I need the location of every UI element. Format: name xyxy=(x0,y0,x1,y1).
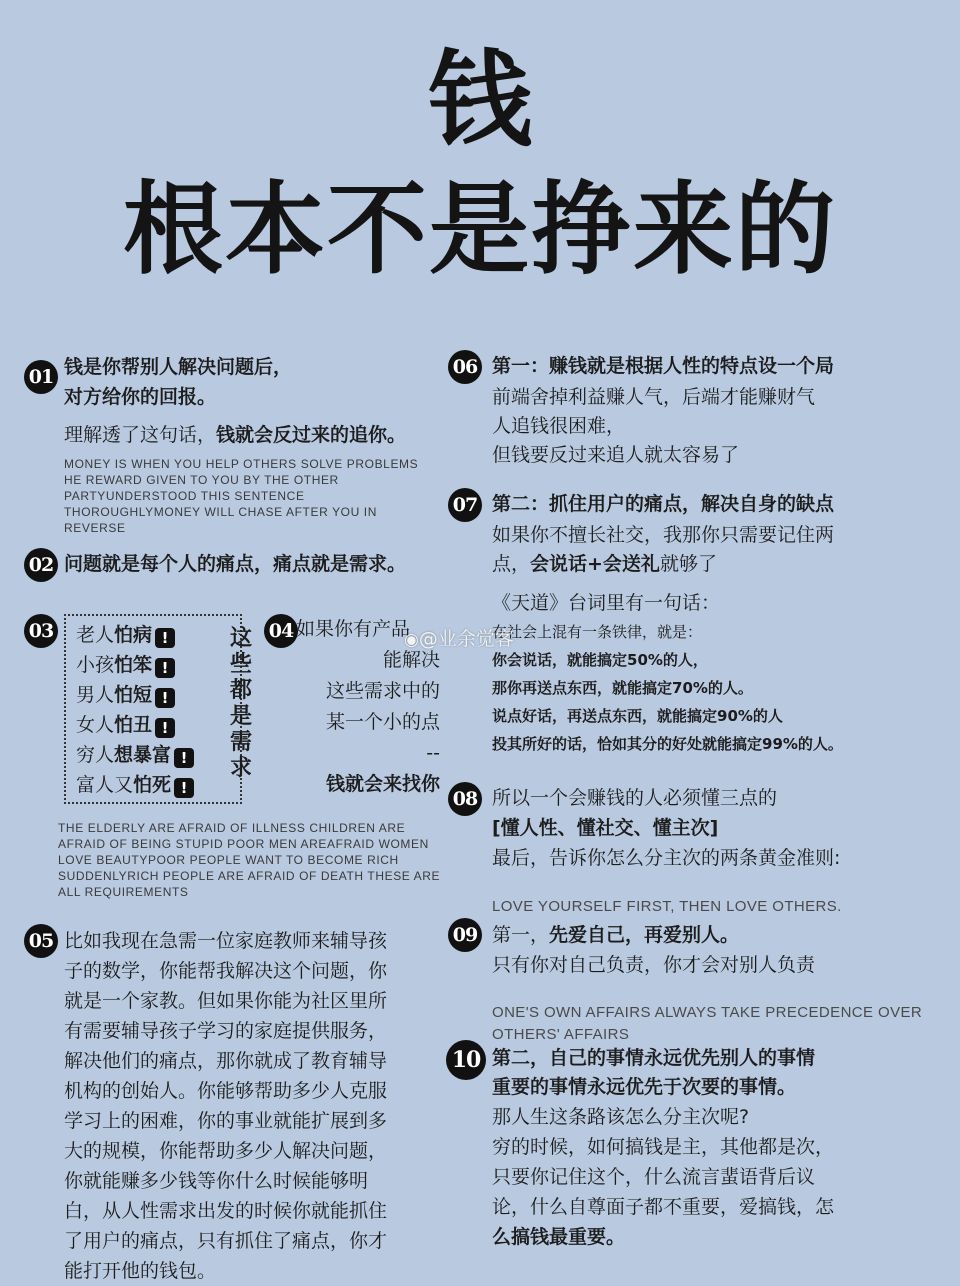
s01-line2: 对方给你的回报。 xyxy=(64,386,217,408)
section-number-02: 02 xyxy=(24,548,58,582)
exclamation-icon: ! xyxy=(155,688,175,708)
need-who: 富人又 xyxy=(76,774,134,796)
s10-line1 xyxy=(492,1043,815,1073)
s07-quote-line: 你会说话，就能搞定50%的人， xyxy=(492,651,708,669)
section-number-08: 08 xyxy=(448,782,482,816)
title-line2: 根本不是挣来的 xyxy=(123,171,837,288)
s05-line: 了用户的痛点，只有抓住了痛点，你才 xyxy=(64,1230,388,1252)
need-who: 女人 xyxy=(76,714,115,736)
s07-quote-intro: 《天道》台词里有一句话： xyxy=(492,592,721,614)
exclamation-icon: ! xyxy=(155,628,175,648)
section-number-01: 01 xyxy=(24,360,58,394)
s09-line1-a: 第一， xyxy=(492,924,550,946)
s08-line3: 最后，告诉你怎么分主次的两条黄金准则: xyxy=(492,847,841,869)
exclamation-icon: ! xyxy=(174,748,194,768)
s04-line1: 如果你有产品 xyxy=(296,618,411,640)
weibo-watermark xyxy=(404,624,514,651)
section-number-04: 04 xyxy=(264,614,298,648)
s07-line2-b: 会说话+会送礼 xyxy=(530,553,660,575)
exclamation-icon: ! xyxy=(155,718,175,738)
s06-line2: 人追钱很困难， xyxy=(492,415,626,437)
s07-quote xyxy=(492,618,843,758)
section-number-05: 05 xyxy=(24,924,58,958)
s09-line2: 只有你对自己负责，你才会对别人负责 xyxy=(492,954,816,976)
s07-quote-line: 那你再送点东西，就能搞定70%的人。 xyxy=(492,679,753,697)
s03-english: THE ELDERLY ARE AFRAID OF ILLNESS CHILDREN ARE AFRAID OF BEING STUPID POOR MEN AREAFRAID WOMEN LOVE BEAUTYPOOR PEOPLE WANT TO BECOME RICH SUDDENLYRICH PEOPLE ARE AFRAID OF DEATH THESE ARE ALL REQUIREMENTS xyxy=(58,821,441,899)
need-item xyxy=(76,710,194,740)
s07-heading: 第二：抓住用户的痛点，解决自身的缺点 xyxy=(492,493,835,515)
section-number-09: 09 xyxy=(448,918,482,952)
s01-line3 xyxy=(64,420,406,450)
s07-line2 xyxy=(492,549,717,579)
s06-line3: 但钱要反过来追人就太容易了 xyxy=(492,444,740,466)
section-number-06: 06 xyxy=(448,350,482,384)
s06-line1: 前端舍掉利益赚人气，后端才能赚财气 xyxy=(492,386,816,408)
s04-line6: 钱就会来找你 xyxy=(325,773,440,795)
s10-line: 论，什么自尊面子都不重要，爱搞钱，怎 xyxy=(492,1196,835,1218)
section-number-07: 07 xyxy=(448,488,482,522)
title-line1: 钱 xyxy=(427,39,532,161)
s05-line: 比如我现在急需一位家庭教师来辅导孩 xyxy=(64,930,388,952)
s10-line: 只要你记住这个，什么流言蜚语背后议 xyxy=(492,1166,816,1188)
need-item xyxy=(76,620,194,650)
s01-line1: 钱是你帮别人解决问题后， xyxy=(64,356,293,378)
s05-line: 学习上的困难，你的事业就能扩展到多 xyxy=(64,1110,388,1132)
s01-line3-a: 理解透了这句话， xyxy=(64,424,217,446)
s04-line4: 某一个小的点 xyxy=(325,711,440,733)
s07-line2-a: 点， xyxy=(492,553,531,575)
s07-quote-line: 投其所好的话，恰如其分的好处就能搞定99%的人。 xyxy=(492,735,843,753)
need-fear: 怕丑 xyxy=(114,714,153,736)
s07-quote-line: 在社会上混有一条铁律，就是： xyxy=(492,623,703,641)
need-who: 男人 xyxy=(76,684,115,706)
need-who: 小孩 xyxy=(76,654,115,676)
exclamation-icon: ! xyxy=(174,778,194,798)
s01-line3-b: 钱就会反过来的追你。 xyxy=(216,424,407,446)
need-item xyxy=(76,680,194,710)
s10-paragraph xyxy=(492,1102,834,1252)
s05-line: 你就能赚多少钱等你什么时候能够明 xyxy=(64,1170,369,1192)
exclamation-icon: ! xyxy=(155,658,175,678)
s05-paragraph xyxy=(64,926,387,1286)
need-item xyxy=(76,770,194,800)
section-number-10: 10 xyxy=(446,1040,486,1080)
need-fear: 怕笨 xyxy=(114,654,153,676)
need-fear: 想暴富 xyxy=(114,744,172,766)
section-number-03: 03 xyxy=(24,614,58,648)
s06-heading: 第一：赚钱就是根据人性的特点设一个局 xyxy=(492,355,835,377)
s05-line: 有需要辅导孩子学习的家庭提供服务， xyxy=(64,1020,388,1042)
s05-line: 子的数学，你能帮我解决这个问题，你 xyxy=(64,960,388,982)
s05-line: 机构的创始人。你能够帮助多少人克服 xyxy=(64,1080,388,1102)
s10-line2: 重要的事情永远优先于次要的事情。 xyxy=(492,1076,797,1098)
need-item xyxy=(76,650,194,680)
s10-english-1: ONE'S OWN AFFAIRS ALWAYS TAKE PRECEDENCE OVER xyxy=(492,1004,923,1021)
s09-line1-b: 先爱自己，再爱别人。 xyxy=(549,924,740,946)
s02-text: 问题就是每个人的痛点，痛点就是需求。 xyxy=(64,553,407,575)
s10-line1-b: 自己的事情永远优先别人的事情 xyxy=(549,1047,816,1069)
s05-line: 大的规模，你能帮助多少人解决问题， xyxy=(64,1140,388,1162)
need-item xyxy=(76,740,194,770)
need-who: 穷人 xyxy=(76,744,115,766)
s04-line3: 这些需求中的 xyxy=(325,680,440,702)
s04-line2: 能解决 xyxy=(382,649,440,671)
s04-line5: -- xyxy=(426,742,440,764)
need-fear: 怕短 xyxy=(114,684,153,706)
s01-english: MONEY IS WHEN YOU HELP OTHERS SOLVE PROBLEMS HE REWARD GIVEN TO YOU BY THE OTHER PARTYUNDERSTOOD THIS SENTENCE THOROUGHLYMONEY WILL CHASE AFTER YOU IN REVERSE xyxy=(64,457,419,535)
s10-line: 那人生这条路该怎么分主次呢? xyxy=(492,1106,750,1128)
s09-english: LOVE YOURSELF FIRST, THEN LOVE OTHERS. xyxy=(492,898,842,915)
s09-line1 xyxy=(492,920,739,950)
s10-line: 穷的时候，如何搞钱是主，其他都是次， xyxy=(492,1136,835,1158)
need-fear: 怕病 xyxy=(114,624,153,646)
s07-line2-c: 就够了 xyxy=(659,553,717,575)
s05-line: 白，从人性需求出发的时候你就能抓住 xyxy=(64,1200,388,1222)
s05-line: 能打开他的钱包。 xyxy=(64,1260,217,1282)
s08-line2: [懂人性、懂社交、懂主次] xyxy=(492,817,719,839)
need-who: 老人 xyxy=(76,624,115,646)
need-fear: 怕死 xyxy=(133,774,172,796)
s07-line1: 如果你不擅长社交，我那你只需要记住两 xyxy=(492,524,835,546)
s08-line1: 所以一个会赚钱的人必须懂三点的 xyxy=(492,787,778,809)
weibo-logo-icon: ◉ xyxy=(404,630,419,650)
needs-list xyxy=(76,620,194,800)
s10-line1-a: 第二， xyxy=(492,1047,550,1069)
s07-quote-line: 说点好话，再送点东西，就能搞定90%的人 xyxy=(492,707,783,725)
watermark-text: @业余觉客 xyxy=(418,628,514,650)
s05-line: 就是一个家教。但如果你能为社区里所 xyxy=(64,990,388,1012)
needs-side-label: 这些都是需求 xyxy=(229,626,252,781)
s05-line: 解决他们的痛点，那你就成了教育辅导 xyxy=(64,1050,388,1072)
s10-english-2: OTHERS' AFFAIRS xyxy=(492,1026,630,1043)
s10-line: 么搞钱最重要。 xyxy=(492,1226,626,1248)
